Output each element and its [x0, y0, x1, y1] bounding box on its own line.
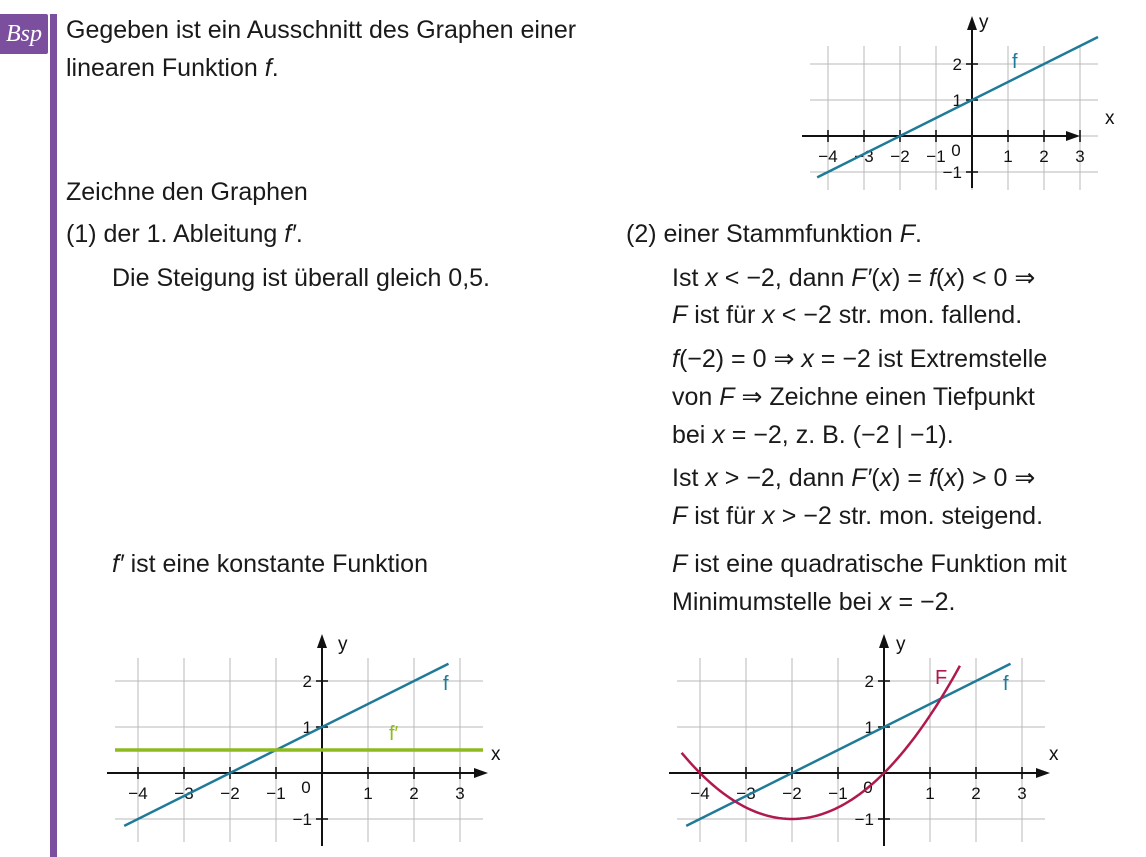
y-tick-label: 1: [302, 718, 312, 737]
example-badge: [0, 14, 48, 54]
intro-line-1: Gegeben ist ein Ausschnitt des Graphen einer: [66, 16, 577, 44]
x-tick-label: −4: [818, 147, 838, 166]
series-label: f′: [389, 723, 399, 745]
task-heading: Zeichne den Graphen: [66, 178, 308, 206]
y-axis-label: y: [896, 634, 906, 655]
x-tick-label: −1: [926, 147, 946, 166]
y-axis-arrow: [317, 634, 327, 648]
x-tick-label: −2: [220, 784, 240, 803]
intro-line-2: linearen Funktion f.: [66, 54, 279, 82]
slope-note: Die Steigung ist überall gleich 0,5.: [112, 264, 491, 292]
note-decreasing-line-2: F ist für x < −2 str. mon. fallend.: [672, 301, 1023, 329]
y-tick-label: 2: [952, 55, 962, 74]
x-tick-label: 1: [1003, 147, 1013, 166]
x-tick-label: −2: [890, 147, 910, 166]
x-tick-label: 3: [1075, 147, 1085, 166]
task-part-1: (1) der 1. Ableitung f′.: [66, 220, 303, 248]
x-tick-label: −2: [782, 784, 802, 803]
x-tick-label: 3: [1017, 784, 1027, 803]
note-extremum-line-1: f(−2) = 0 ⇒ x = −2 ist Extremstelle: [672, 345, 1048, 373]
x-axis-label: x: [491, 744, 501, 765]
x-tick-label: −4: [128, 784, 148, 803]
note-increasing-line-2: F ist für x > −2 str. mon. steigend.: [672, 502, 1044, 530]
note-decreasing-line-1: Ist x < −2, dann F′(x) = f(x) < 0 ⇒: [672, 264, 1036, 292]
y-axis-label: y: [979, 12, 989, 33]
series-f-line: [124, 664, 448, 826]
x-tick-label: −4: [690, 784, 710, 803]
series-label: f: [1003, 673, 1009, 695]
y-tick-label: −1: [854, 810, 874, 829]
y-tick-label: 1: [864, 718, 874, 737]
x-tick-label: 1: [925, 784, 935, 803]
x-axis-label: x: [1049, 744, 1059, 765]
x-axis-arrow: [1066, 131, 1080, 141]
example-sidebar-bar: [50, 14, 57, 857]
note-extremum-line-3: bei x = −2, z. B. (−2 | −1).: [672, 421, 954, 449]
y-axis-arrow: [879, 634, 889, 648]
x-tick-label: −3: [174, 784, 194, 803]
note-extremum-line-2: von F ⇒ Zeichne einen Tiefpunkt: [672, 383, 1035, 411]
series-F-parabola: [682, 666, 960, 819]
origin-label: 0: [863, 778, 873, 797]
chart-given-function: [785, 10, 1125, 190]
x-axis-label: x: [1105, 108, 1115, 129]
chart-derivative: [110, 628, 510, 850]
x-axis-arrow: [474, 768, 488, 778]
note-quadratic-line-2: Minimumstelle bei x = −2.: [672, 588, 956, 616]
y-tick-label: −1: [942, 163, 962, 182]
note-increasing-line-1: Ist x > −2, dann F′(x) = f(x) > 0 ⇒: [672, 464, 1036, 492]
x-tick-label: 2: [971, 784, 981, 803]
x-axis-arrow: [1036, 768, 1050, 778]
y-axis-arrow: [967, 16, 977, 30]
series-label: f: [1012, 51, 1018, 73]
series-label: F: [935, 667, 948, 689]
x-tick-label: 3: [455, 784, 465, 803]
badge-label: Bsp: [6, 20, 42, 47]
y-tick-label: 2: [302, 672, 312, 691]
origin-label: 0: [301, 778, 311, 797]
origin-label: 0: [951, 141, 961, 160]
x-tick-label: −3: [736, 784, 756, 803]
series-label: f: [443, 673, 449, 695]
note-quadratic-line-1: F ist eine quadratische Funktion mit: [672, 550, 1067, 578]
x-tick-label: −1: [266, 784, 286, 803]
x-tick-label: −1: [828, 784, 848, 803]
chart-antiderivative: [672, 628, 1072, 850]
y-axis-label: y: [338, 634, 348, 655]
x-tick-label: 1: [363, 784, 373, 803]
constant-note: f′ ist eine konstante Funktion: [112, 550, 428, 578]
x-tick-label: −3: [854, 147, 874, 166]
task-part-2: (2) einer Stammfunktion F.: [626, 220, 922, 248]
y-tick-label: −1: [292, 810, 312, 829]
y-tick-label: 1: [952, 91, 962, 110]
x-tick-label: 2: [409, 784, 419, 803]
x-tick-label: 2: [1039, 147, 1049, 166]
y-tick-label: 2: [864, 672, 874, 691]
